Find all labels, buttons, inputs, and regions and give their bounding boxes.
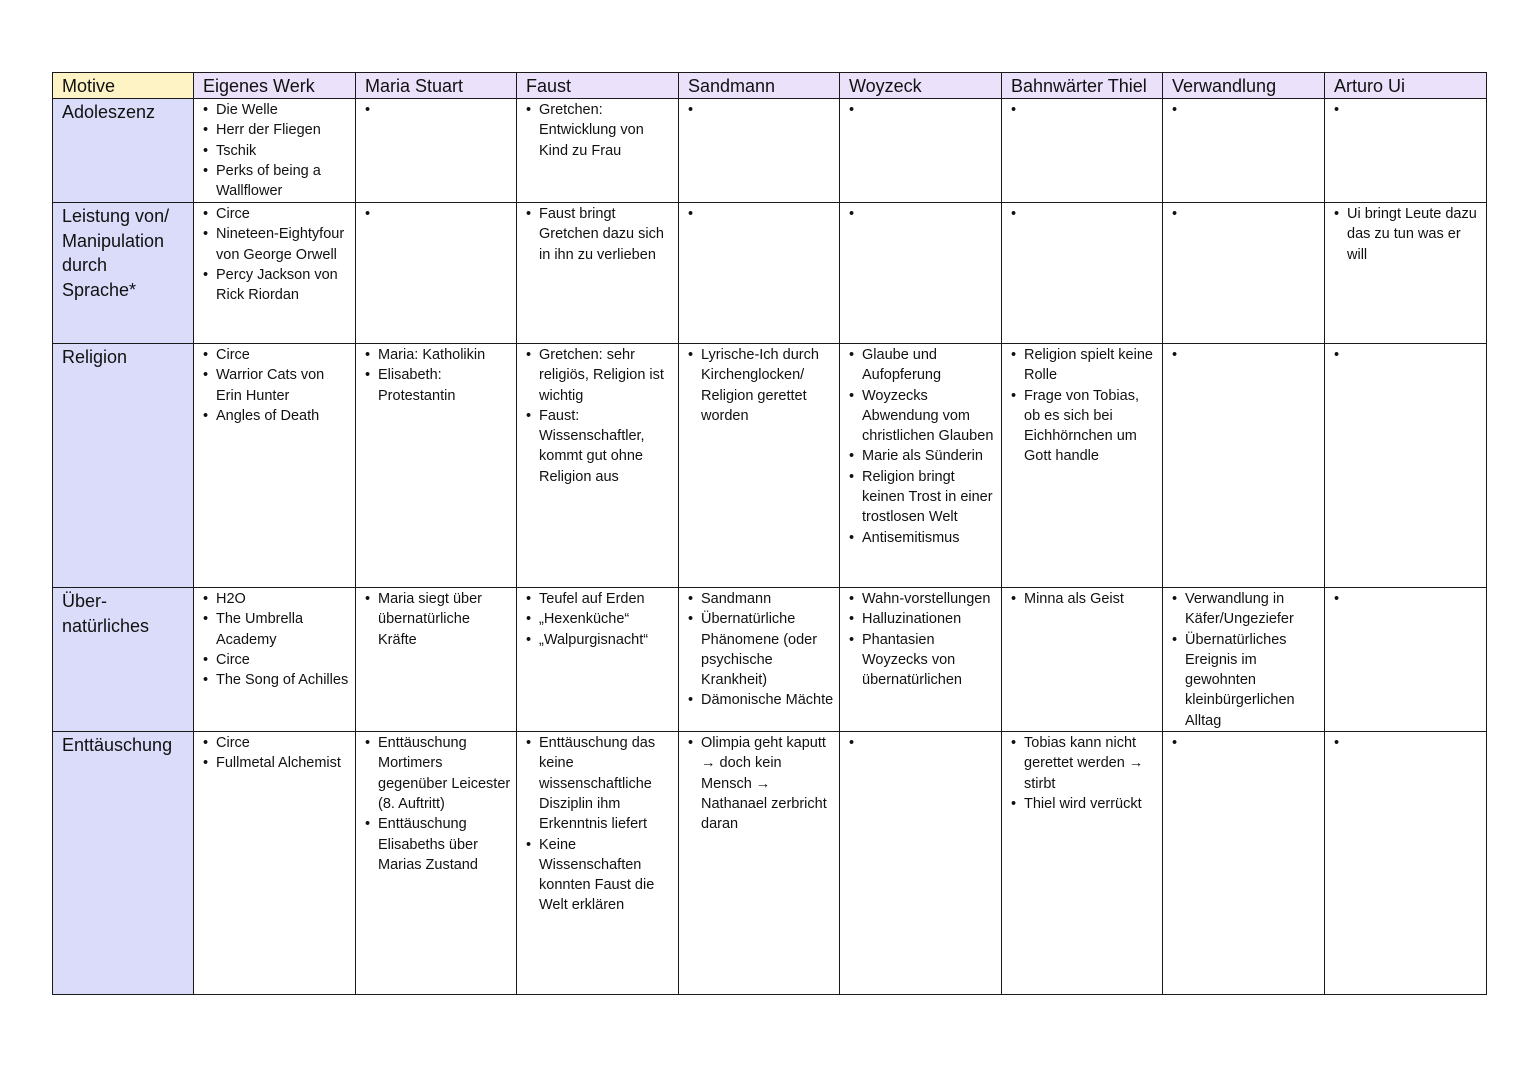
list-item: • Halluzinationen [849,609,997,629]
table-cell [840,732,1002,995]
table-cell [517,99,679,203]
bullet-list [203,345,351,426]
table-cell [194,732,356,995]
list-item: • The Umbrella Academy [203,609,351,650]
header-verwandlung: Verwandlung [1163,73,1325,99]
list-item: • Nineteen-Eightyfour von George Orwell [203,224,351,265]
list-item: • Glaube und Aufopferung [849,345,997,386]
table-cell [840,203,1002,344]
table-cell [1325,99,1487,203]
motive-cell: Enttäuschung [53,732,194,995]
list-item: • „Hexenküche“ [526,609,674,629]
list-item: • Übernatürliches Ereignis im gewohnten kleinbürgerlichen Alltag [1172,630,1320,731]
bullet-list [1172,589,1320,731]
bullet-list [526,100,674,161]
list-item: • Teufel auf Erden [526,589,674,609]
bullet-list [1011,733,1158,814]
list-item: • Keine Wissenschaften konnten Faust die Welt erklären [526,835,674,916]
bullet-list [203,100,351,201]
row-uebernatuerliches [53,588,1487,732]
list-item: • Wahn-vorstellungen [849,589,997,609]
bullet-list [526,733,674,916]
list-item: • Tobias kann nicht gerettet werden → stirbt [1011,733,1158,794]
table-cell [194,588,356,732]
list-item: • Maria: Katholikin [365,345,512,365]
list-item: • Dämonische Mächte [688,690,835,710]
table-cell [194,344,356,588]
table-cell [194,99,356,203]
table-cell [356,344,517,588]
bullet-list [688,589,835,711]
bullet-list [1011,589,1158,609]
list-item: • Phantasien Woyzecks von übernatürlichen [849,630,997,691]
table-cell [1163,588,1325,732]
table-cell [679,203,840,344]
list-item: • Maria siegt über übernatürliche Kräfte [365,589,512,650]
row-religion [53,344,1487,588]
table-cell [1163,203,1325,344]
list-item: • Thiel wird verrückt [1011,794,1158,814]
list-item: • Elisabeth: Protestantin [365,365,512,406]
table-cell [356,588,517,732]
table-cell [517,732,679,995]
motive-cell: Religion [53,344,194,588]
list-item: • Herr der Fliegen [203,120,351,140]
header-woyzeck: Woyzeck [840,73,1002,99]
bullet-list [526,589,674,650]
row-adoleszenz [53,99,1487,203]
list-item: • The Song of Achilles [203,670,351,690]
header-bahnwaerter-thiel: Bahnwärter Thiel [1002,73,1163,99]
bullet-list [203,733,351,774]
table-cell [840,588,1002,732]
header-eigenes-werk: Eigenes Werk [194,73,356,99]
list-item: • Verwandlung in Käfer/Ungeziefer [1172,589,1320,630]
list-item: • Religion bringt keinen Trost in einer trostlosen Welt [849,467,997,528]
table-cell [517,344,679,588]
table-cell [517,588,679,732]
list-item: • Percy Jackson von Rick Riordan [203,265,351,306]
table-cell [679,99,840,203]
list-item: • Enttäuschung Mortimers gegenüber Leicester (8. Auftritt) [365,733,512,814]
list-item: • Gretchen: Entwicklung von Kind zu Frau [526,100,674,161]
table-cell [1002,203,1163,344]
list-item: • Fullmetal Alchemist [203,753,351,773]
header-row [53,73,1487,99]
list-item: • Circe [203,345,351,365]
motive-cell: Adoleszenz [53,99,194,203]
motive-comparison-table [52,72,1487,995]
bullet-list [365,345,512,406]
list-item: • Warrior Cats von Erin Hunter [203,365,351,406]
table-cell [517,203,679,344]
list-item: • Perks of being a Wallflower [203,161,351,202]
header-sandmann: Sandmann [679,73,840,99]
table-cell [1002,588,1163,732]
bullet-list [688,345,835,426]
bullet-list [365,589,512,650]
table-cell [1163,99,1325,203]
table-cell [1163,732,1325,995]
table-cell [840,344,1002,588]
motive-cell: Über-natürliches [53,588,194,732]
table-cell [194,203,356,344]
bullet-list [1011,345,1158,467]
table-cell [679,588,840,732]
list-item: • Minna als Geist [1011,589,1158,609]
header-motive: Motive [53,73,194,99]
list-item: • Lyrische-Ich durch Kirchenglocken/ Religion gerettet worden [688,345,835,426]
list-item: • Tschik [203,141,351,161]
list-item: • Enttäuschung Elisabeths über Marias Zustand [365,814,512,875]
list-item: • Faust bringt Gretchen dazu sich in ihn zu verlieben [526,204,674,265]
bullet-list [849,345,997,548]
table-cell [679,732,840,995]
table-cell [1325,588,1487,732]
list-item: • Gretchen: sehr religiös, Religion ist wichtig [526,345,674,406]
list-item: • Woyzecks Abwendung vom christlichen Glauben [849,386,997,447]
row-sprache [53,203,1487,344]
table-cell [1325,203,1487,344]
table-cell [1163,344,1325,588]
list-item: • H2O [203,589,351,609]
bullet-list [526,345,674,487]
table-cell [840,99,1002,203]
table-cell [1002,99,1163,203]
list-item: • Faust: Wissenschaftler, kommt gut ohne Religion aus [526,406,674,487]
header-arturo-ui: Arturo Ui [1325,73,1487,99]
table-cell [1002,344,1163,588]
list-item: • Circe [203,733,351,753]
list-item: • Circe [203,650,351,670]
header-faust: Faust [517,73,679,99]
list-item: • Übernatürliche Phänomene (oder psychische Krankheit) [688,609,835,690]
list-item: • Ui bringt Leute dazu das zu tun was er will [1334,204,1482,265]
table-cell [1002,732,1163,995]
list-item: • Marie als Sünderin [849,446,997,466]
list-item: • Die Welle [203,100,351,120]
header-maria-stuart: Maria Stuart [356,73,517,99]
bullet-list [365,733,512,875]
table-cell [356,732,517,995]
list-item: • Circe [203,204,351,224]
table-cell [356,203,517,344]
list-item: • Olimpia geht kaputt → doch kein Mensch → Nathanael zerbricht daran [688,733,835,834]
list-item: • Sandmann [688,589,835,609]
list-item: • „Walpurgisnacht“ [526,630,674,650]
list-item: • Enttäuschung das keine wissenschaftliche Disziplin ihm Erkenntnis liefert [526,733,674,834]
table-cell [1325,344,1487,588]
list-item: • Frage von Tobias, ob es sich bei Eichhörnchen um Gott handle [1011,386,1158,467]
bullet-list [849,589,997,690]
bullet-list [203,204,351,305]
table-cell [356,99,517,203]
list-item: • Religion spielt keine Rolle [1011,345,1158,386]
list-item: • Antisemitismus [849,528,997,548]
bullet-list [526,204,674,265]
bullet-list [203,589,351,690]
bullet-list [688,733,835,834]
motive-cell: Leistung von/ Manipulation durch Sprache* [53,203,194,344]
bullet-list [1334,204,1482,265]
list-item: • Angles of Death [203,406,351,426]
row-enttaeuschung [53,732,1487,995]
table-cell [1325,732,1487,995]
table-cell [679,344,840,588]
